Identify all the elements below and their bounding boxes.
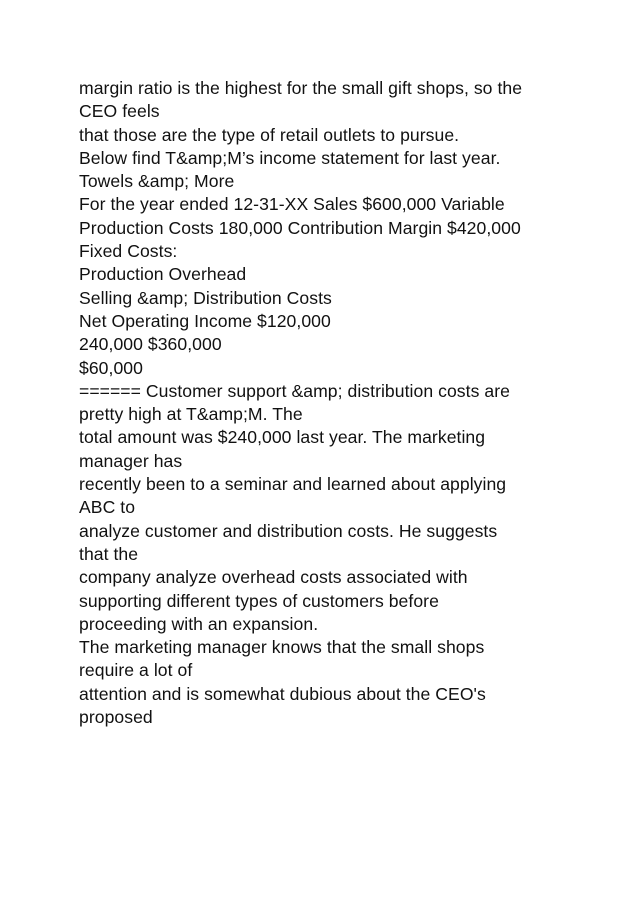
text-line: 240,000 $360,000 — [79, 334, 222, 355]
text-line: Below find T&amp;M’s income statement for last year. — [79, 147, 501, 168]
text-line: Towels &amp; More — [79, 171, 235, 192]
text-line: that those are the type of retail outlets to pursue. — [79, 124, 460, 145]
text-line: Net Operating Income $120,000 — [79, 310, 331, 331]
text-line: attention and is somewhat dubious about the CEO's — [79, 683, 486, 704]
text-line: Selling &amp; Distribution Costs — [79, 287, 332, 308]
text-line: Fixed Costs: — [79, 241, 178, 262]
text-line: supporting different types of customers before — [79, 590, 439, 611]
body-text — [79, 77, 599, 729]
text-line: that the — [79, 543, 139, 564]
text-line: For the year ended 12-31-XX Sales $600,000 Variable — [79, 194, 505, 215]
text-line: ====== Customer support &amp; distribution costs are — [79, 380, 510, 401]
text-line: margin ratio is the highest for the small gift shops, so the — [79, 78, 523, 98]
text-line: CEO feels — [79, 101, 160, 122]
text-line: Production Overhead — [79, 264, 247, 285]
text-line: analyze customer and distribution costs. He suggests — [79, 520, 498, 541]
text-line: pretty high at T&amp;M. The — [79, 404, 303, 425]
text-line: company analyze overhead costs associated with — [79, 567, 468, 588]
text-line: The marketing manager knows that the small shops — [79, 637, 485, 658]
text-line: manager has — [79, 450, 183, 471]
text-line: total amount was $240,000 last year. The marketing — [79, 427, 486, 448]
text-line: proceeding with an expansion. — [79, 613, 319, 634]
text-line: $60,000 — [79, 357, 143, 378]
text-line: ABC to — [79, 497, 136, 518]
text-line: proposed — [79, 707, 153, 728]
text-line: require a lot of — [79, 660, 193, 681]
text-line: recently been to a seminar and learned about applying — [79, 474, 507, 495]
text-line: Production Costs 180,000 Contribution Margin $420,000 — [79, 217, 521, 238]
